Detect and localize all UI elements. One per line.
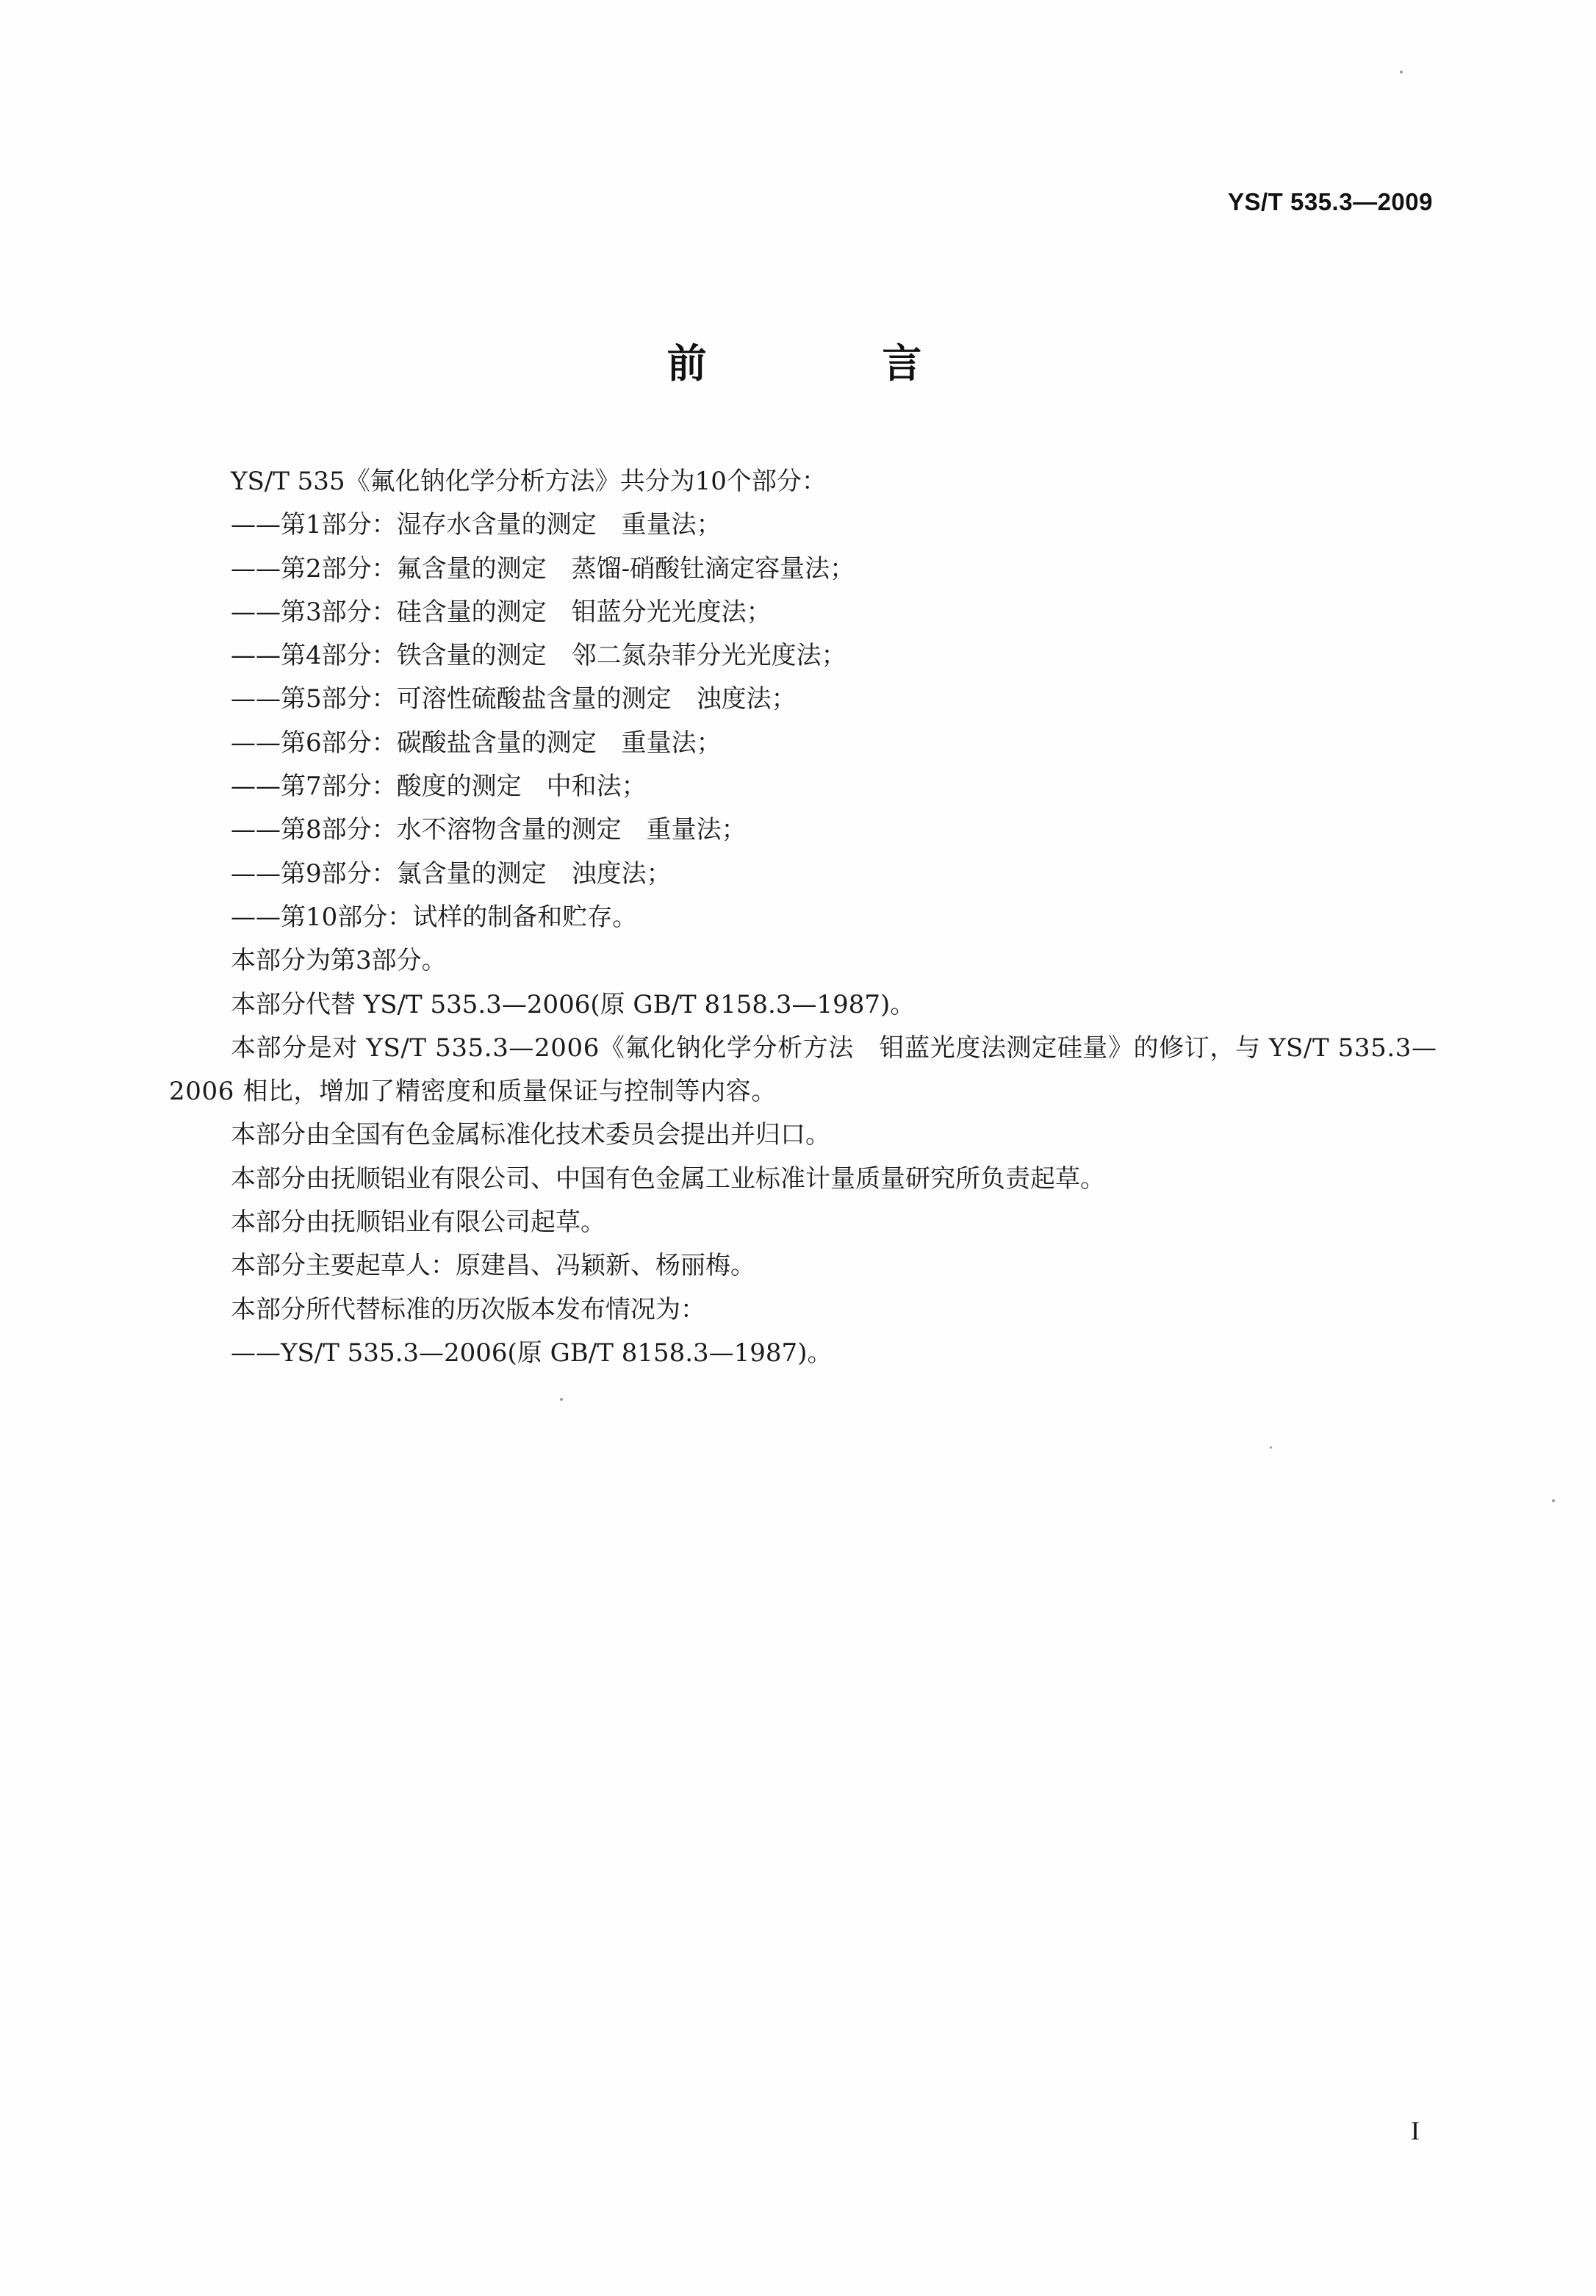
list-item: ——第10部分：试样的制备和贮存。 <box>231 902 638 932</box>
intro-line: YS/T 535《氟化钠化学分析方法》共分为10个部分： <box>231 467 827 496</box>
history-item: ——YS/T 535.3—2006(原 GB/T 8158.3—1987)。 <box>231 1338 833 1368</box>
replaces-paragraph: 本部分代替 YS/T 535.3—2006(原 GB/T 8158.3—1987)。 <box>231 989 916 1019</box>
list-item: ——第3部分：硅含量的测定 钼蓝分光光度法； <box>231 597 772 627</box>
list-item: ——第4部分：铁含量的测定 邻二氮杂菲分光光度法； <box>231 641 846 671</box>
scan-speck <box>560 1398 563 1401</box>
history-intro-paragraph: 本部分所代替标准的历次版本发布情况为： <box>231 1294 705 1324</box>
drafters-paragraph: 本部分主要起草人：原建昌、冯颖新、杨丽梅。 <box>231 1251 755 1281</box>
proposed-by-paragraph: 本部分由全国有色金属标准化技术委员会提出并归口。 <box>231 1120 830 1150</box>
scan-speck <box>1400 71 1403 73</box>
revision-paragraph: 本部分是对 YS/T 535.3—2006《氟化钠化学分析方法 钼蓝光度法测定硅量》的修订，与 YS/T 535.3—2006 相比，增加了精密度和质量保证与控制等内容。 <box>169 1033 1437 1107</box>
foreword-body <box>169 460 1440 1375</box>
scan-speck <box>1552 1499 1555 1502</box>
list-item: ——第6部分：碳酸盐含量的测定 重量法； <box>231 728 722 758</box>
standard-code: YS/T 535.3—2009 <box>1227 188 1433 215</box>
drafted-by-paragraph: 本部分由抚顺铝业有限公司起草。 <box>231 1208 605 1238</box>
page-number: I <box>1411 2116 1420 2145</box>
scan-speck <box>1270 1446 1272 1449</box>
page-title: 前 言 <box>666 340 1003 387</box>
list-item: ——第1部分：湿存水含量的测定 重量法； <box>231 510 722 540</box>
list-item: ——第2部分：氟含量的测定 蒸馏-硝酸钍滴定容量法； <box>231 553 855 584</box>
list-item: ——第5部分：可溶性硫酸盐含量的测定 浊度法； <box>231 684 797 714</box>
part-of-paragraph: 本部分为第3部分。 <box>231 946 447 976</box>
list-item: ——第7部分：酸度的测定 中和法； <box>231 772 647 802</box>
responsible-paragraph: 本部分由抚顺铝业有限公司、中国有色金属工业标准计量质量研究所负责起草。 <box>231 1163 1105 1194</box>
list-item: ——第8部分：水不溶物含量的测定 重量法； <box>231 815 747 845</box>
list-item: ——第9部分：氯含量的测定 浊度法； <box>231 858 672 889</box>
